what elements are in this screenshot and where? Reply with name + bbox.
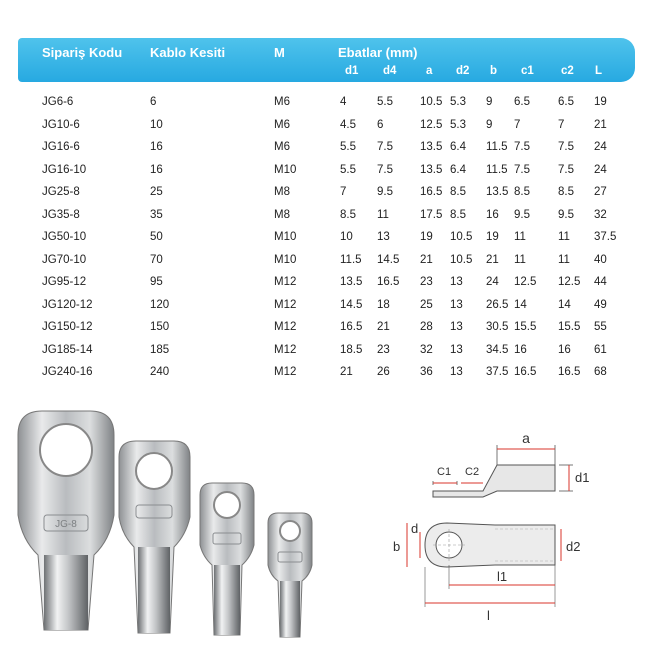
- cell-d2: 6.4: [450, 141, 466, 153]
- cell-c1: 12.5: [514, 276, 537, 288]
- cell-d2: 10.5: [450, 253, 473, 266]
- cell-d4: 16.5: [377, 276, 400, 288]
- cell-c1: 15.5: [514, 321, 537, 333]
- cell-a: 13.5: [420, 141, 443, 153]
- label-d1: d1: [575, 470, 590, 485]
- cell-d1: 16.5: [340, 321, 363, 333]
- table-row: [18, 160, 635, 183]
- cell-d1: 5.5: [340, 141, 356, 153]
- cell-l: 37.5: [594, 231, 617, 243]
- cell-l: 21: [594, 118, 607, 131]
- cell-code: JG10-6: [42, 118, 80, 131]
- cell-c2: 16: [558, 343, 571, 356]
- cell-d1: 8.5: [340, 208, 356, 221]
- cell-l: 24: [594, 141, 607, 153]
- label-d: d: [411, 521, 419, 536]
- table-row: [18, 340, 635, 363]
- header-d2: d2: [456, 65, 470, 77]
- cell-cable: 16: [150, 163, 163, 176]
- cell-b: 9: [486, 118, 493, 131]
- cell-d2: 13: [450, 276, 463, 288]
- table-row: [18, 137, 635, 160]
- cell-b: 34.5: [486, 343, 509, 356]
- cell-l: 40: [594, 253, 607, 266]
- cell-c2: 11: [558, 253, 570, 266]
- cell-c1: 7.5: [514, 141, 530, 153]
- cell-d1: 21: [340, 366, 353, 378]
- table-row: [18, 205, 635, 228]
- table-row: [18, 317, 635, 340]
- cell-b: 30.5: [486, 321, 509, 333]
- cell-code: JG25-8: [42, 186, 80, 198]
- header-a: a: [426, 65, 433, 77]
- cell-b: 26.5: [486, 298, 509, 311]
- cell-b: 16: [486, 208, 499, 221]
- label-a: a: [522, 430, 530, 446]
- cell-c2: 7.5: [558, 141, 574, 153]
- cell-c2: 16.5: [558, 366, 581, 378]
- cell-c1: 7.5: [514, 163, 530, 176]
- cell-d4: 14.5: [377, 253, 400, 266]
- cell-d4: 7.5: [377, 141, 393, 153]
- cell-d4: 18: [377, 298, 390, 311]
- cell-m: M12: [274, 343, 297, 356]
- cell-m: M12: [274, 321, 297, 333]
- cell-d4: 21: [377, 321, 390, 333]
- cell-cable: 70: [150, 253, 163, 266]
- table-row: [18, 295, 635, 318]
- cell-c1: 11: [514, 253, 526, 266]
- cell-code: JG120-12: [42, 298, 93, 311]
- side-view: [433, 430, 589, 497]
- table-row: [18, 227, 635, 250]
- cell-a: 13.5: [420, 163, 443, 176]
- cell-c1: 7: [514, 118, 521, 131]
- cell-m: M6: [274, 141, 290, 153]
- cell-d4: 13: [377, 231, 390, 243]
- table-row: [18, 92, 635, 115]
- cell-d2: 13: [450, 321, 463, 333]
- cell-d4: 9.5: [377, 186, 393, 198]
- header-d1: d1: [345, 65, 359, 77]
- cell-d1: 4.5: [340, 118, 356, 131]
- cell-a: 10.5: [420, 96, 443, 108]
- cell-cable: 10: [150, 118, 163, 131]
- cell-cable: 25: [150, 186, 163, 198]
- cell-code: JG150-12: [42, 321, 93, 333]
- cell-d1: 14.5: [340, 298, 363, 311]
- cell-c1: 16.5: [514, 366, 537, 378]
- lug-small: [200, 483, 254, 635]
- cell-c2: 15.5: [558, 321, 581, 333]
- cell-m: M10: [274, 231, 297, 243]
- header-d4: d4: [383, 65, 397, 77]
- cell-c2: 6.5: [558, 96, 574, 108]
- cell-d4: 7.5: [377, 163, 393, 176]
- header-c2: c2: [561, 65, 574, 77]
- cell-cable: 95: [150, 276, 163, 288]
- header-order-code: Sipariş Kodu: [42, 45, 123, 60]
- cell-m: M10: [274, 253, 297, 266]
- cell-l: 32: [594, 208, 607, 221]
- cell-code: JG16-10: [42, 163, 87, 176]
- cell-l: 24: [594, 163, 607, 176]
- cell-b: 11.5: [486, 163, 508, 176]
- cell-cable: 35: [150, 208, 163, 221]
- lug-smallest: [268, 513, 312, 637]
- cell-d1: 5.5: [340, 163, 356, 176]
- header-m: M: [274, 45, 285, 60]
- cell-cable: 185: [150, 343, 170, 356]
- cell-c1: 11: [514, 231, 526, 243]
- cell-b: 21: [486, 253, 499, 266]
- cell-b: 13.5: [486, 186, 509, 198]
- cell-a: 28: [420, 321, 433, 333]
- cell-code: JG6-6: [42, 96, 74, 108]
- cell-c2: 12.5: [558, 276, 581, 288]
- cell-c2: 7.5: [558, 163, 574, 176]
- table-row: [18, 362, 635, 385]
- cell-a: 23: [420, 276, 433, 288]
- cell-d4: 5.5: [377, 96, 393, 108]
- cell-m: M10: [274, 163, 297, 176]
- cell-code: JG35-8: [42, 208, 80, 221]
- cell-d1: 18.5: [340, 343, 363, 356]
- cell-l: 68: [594, 366, 607, 378]
- cell-c1: 16: [514, 343, 527, 356]
- cell-b: 19: [486, 231, 499, 243]
- header-dimensions: Ebatlar (mm): [338, 45, 418, 60]
- cell-code: JG16-6: [42, 141, 80, 153]
- cell-c2: 8.5: [558, 186, 574, 198]
- cell-l: 49: [594, 298, 607, 311]
- cell-a: 25: [420, 298, 433, 311]
- label-l: l: [487, 608, 490, 623]
- cell-code: JG50-10: [42, 231, 87, 243]
- cell-d2: 13: [450, 366, 463, 378]
- cell-a: 19: [420, 231, 433, 243]
- cell-code: JG240-16: [42, 366, 93, 378]
- cell-d2: 5.3: [450, 96, 466, 108]
- cell-b: 9: [486, 96, 493, 108]
- header-l: L: [595, 65, 603, 77]
- cell-d2: 10.5: [450, 231, 473, 243]
- cell-b: 37.5: [486, 366, 509, 378]
- cell-cable: 6: [150, 96, 157, 108]
- cell-code: JG95-12: [42, 276, 87, 288]
- cell-a: 36: [420, 366, 433, 378]
- cell-l: 27: [594, 186, 607, 198]
- cell-l: 55: [594, 321, 607, 333]
- cell-b: 24: [486, 276, 499, 288]
- cell-c1: 9.5: [514, 208, 530, 221]
- cell-a: 12.5: [420, 118, 443, 131]
- cell-d2: 13: [450, 298, 463, 311]
- cell-b: 11.5: [486, 141, 508, 153]
- cell-d1: 11.5: [340, 253, 362, 266]
- cell-c2: 9.5: [558, 208, 574, 221]
- cell-c2: 14: [558, 298, 571, 311]
- cell-cable: 240: [150, 366, 170, 378]
- cell-d4: 11: [377, 208, 389, 221]
- dimension-drawing: [385, 425, 625, 625]
- table-row: [18, 115, 635, 138]
- cell-cable: 120: [150, 298, 170, 311]
- lug-medium: [119, 441, 190, 633]
- table-row: [18, 182, 635, 205]
- cell-a: 17.5: [420, 208, 443, 221]
- cell-c2: 11: [558, 231, 570, 243]
- header-b: b: [490, 65, 498, 77]
- cell-m: M12: [274, 298, 297, 311]
- label-l1: l1: [497, 569, 508, 584]
- cell-d1: 7: [340, 186, 347, 198]
- label-d2: d2: [566, 539, 581, 554]
- cell-d4: 26: [377, 366, 390, 378]
- cell-l: 61: [594, 343, 607, 356]
- cell-m: M12: [274, 366, 297, 378]
- cell-m: M12: [274, 276, 297, 288]
- cell-c1: 6.5: [514, 96, 530, 108]
- cell-code: JG70-10: [42, 253, 87, 266]
- header-c1: c1: [521, 65, 534, 77]
- lug-large: [18, 411, 114, 630]
- cell-m: M8: [274, 186, 290, 198]
- label-c2: C2: [465, 466, 480, 478]
- cell-cable: 50: [150, 231, 163, 243]
- header-cable-section: Kablo Kesiti: [150, 45, 226, 60]
- cell-m: M6: [274, 96, 290, 108]
- top-view: [393, 521, 580, 623]
- cell-c1: 8.5: [514, 186, 530, 198]
- cell-d1: 13.5: [340, 276, 363, 288]
- cell-d2: 6.4: [450, 163, 466, 176]
- cell-code: JG185-14: [42, 343, 93, 356]
- cell-d2: 8.5: [450, 208, 466, 221]
- cell-a: 32: [420, 343, 433, 356]
- cell-d4: 23: [377, 343, 390, 356]
- lug-stamp-1: JG-8: [55, 519, 77, 530]
- cell-d1: 4: [340, 96, 347, 108]
- cell-d4: 6: [377, 118, 384, 131]
- cell-a: 21: [420, 253, 433, 266]
- cell-m: M8: [274, 208, 290, 221]
- cell-m: M6: [274, 118, 290, 131]
- cell-c1: 14: [514, 298, 527, 311]
- label-b: b: [393, 539, 401, 554]
- cell-l: 19: [594, 96, 607, 108]
- cell-d2: 5.3: [450, 118, 466, 131]
- cell-d2: 8.5: [450, 186, 466, 198]
- table-header: [18, 38, 635, 82]
- cell-d2: 13: [450, 343, 463, 356]
- cell-d1: 10: [340, 231, 353, 243]
- cable-lug-photo: [14, 405, 344, 645]
- table-body: [18, 92, 635, 385]
- cell-l: 44: [594, 276, 607, 288]
- cell-cable: 150: [150, 321, 170, 333]
- table-row: [18, 272, 635, 295]
- label-c1: C1: [437, 466, 452, 478]
- cell-a: 16.5: [420, 186, 443, 198]
- cell-cable: 16: [150, 141, 163, 153]
- table-row: [18, 250, 635, 273]
- cell-c2: 7: [558, 118, 565, 131]
